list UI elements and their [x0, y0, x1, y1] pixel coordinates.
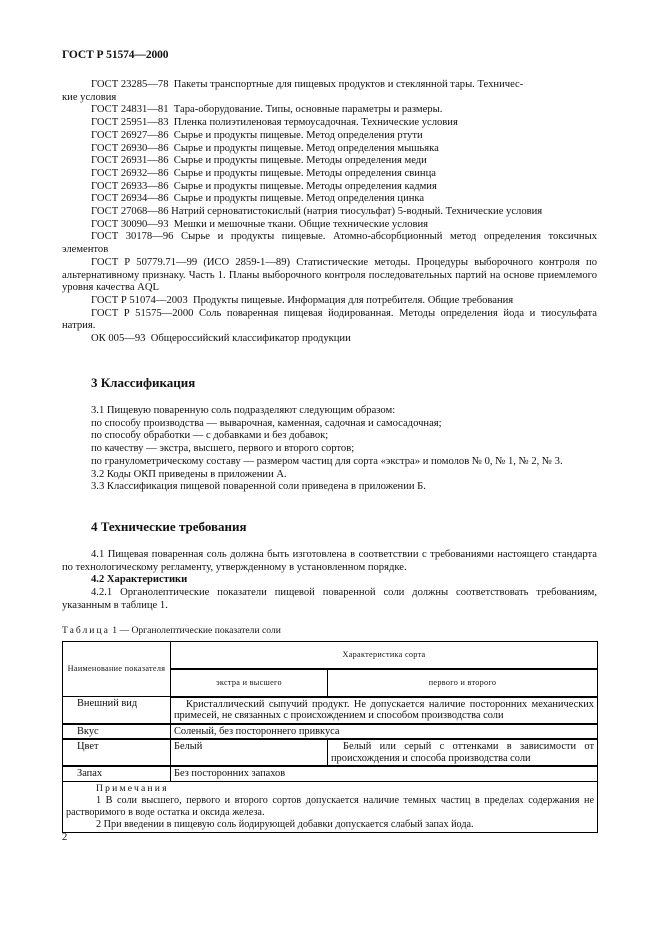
organoleptic-table: [62, 641, 598, 833]
reference-item: ГОСТ 26934—86 Сырье и продукты пищевые. Метод определения цинка: [91, 193, 425, 205]
row-name: Вкус: [63, 724, 171, 740]
reference-item: ГОСТ Р 50779.71—99 (ИСО 2859-1—89) Статистические методы. Процедуры выборочного контроля по альтернативному признаку. Часть 1. Планы выборочного контроля последовательных партий на основе приемлемого уровня качества AQL: [62, 256, 598, 294]
row-value: Без посторонних запахов: [171, 766, 598, 781]
clause-4-1: 4.1 Пищевая поваренная соль должна быть изготовлена в соответствии с требованиями настоящего стандарта по технологическому регламенту, утвержденному в установленном порядке.: [62, 549, 597, 573]
classification-item: по качеству — экстра, высшего, первого и второго сортов;: [91, 443, 355, 455]
clause-4-2-heading: 4.2 Характеристики: [91, 574, 188, 586]
clause-4-2-1: 4.2.1 Органолептические показатели пищевой поваренной соли должны соответствовать требованиям, указанным в таблице 1.: [62, 587, 597, 611]
reference-item: ГОСТ 23285—78 Пакеты транспортные для пищевых продуктов и стеклянной тары. Техничес-: [91, 79, 524, 90]
reference-item: ГОСТ 26931—86 Сырье и продукты пищевые. Методы определения меди: [91, 155, 427, 167]
row-name: Запах: [63, 766, 171, 781]
note-item: 2 При введении в пищевую соль йодирующей добавки допускается слабый запах йода.: [96, 818, 474, 830]
clause-3-1: 3.1 Пищевую поваренную соль подразделяют следующим образом:: [91, 405, 396, 416]
clause-3-3: 3.3 Классификация пищевой поваренной соли приведена в приложении Б.: [91, 481, 426, 493]
reference-item: ГОСТ Р 51575—2000 Соль поваренная пищевая йодированная. Методы определения йода и тиосульфата натрия.: [62, 307, 597, 332]
reference-item: ГОСТ 25951—83 Пленка полиэтиленовая термоусадочная. Технические условия: [91, 117, 458, 129]
row-value: Соленый, без постороннего привкуса: [171, 724, 598, 740]
header-grade-group: Характеристика сорта: [171, 642, 598, 670]
reference-item: ГОСТ 24831—81 Тара-оборудование. Типы, основные параметры и размеры.: [91, 104, 443, 116]
row-name: Цвет: [63, 739, 171, 766]
note-item: 1 В соли высшего, первого и второго сортов допускается наличие темных частиц в пределах содержания не растворимого в воде остатка и оксида железа.: [66, 794, 594, 818]
table-header-row: [63, 642, 598, 670]
reference-item: ГОСТ 26927—86 Сырье и продукты пищевые. Метод определения ртути: [91, 129, 423, 141]
reference-item: ГОСТ 30090—93 Мешки и мешочные ткани. Общие технические условия: [91, 218, 429, 230]
table-notes: [63, 781, 598, 832]
section-4-heading: 4 Технические требования: [91, 519, 247, 534]
header-first-second: первого и второго: [328, 669, 598, 696]
classification-item: по способу обработки — с добавками и без добавок;: [91, 430, 329, 442]
reference-item: ГОСТ 27068—86 Натрий серноватистокислый (натрия тиосульфат) 5-водный. Технические условия: [91, 206, 543, 218]
document-header-id: ГОСТ Р 51574—2000: [62, 49, 169, 61]
header-indicator-name: Наименование показателя: [63, 642, 171, 697]
row-name: Внешний вид: [63, 697, 171, 724]
table-1-caption: Таблица 1 — Органолептические показатели соли: [62, 625, 281, 636]
section-3-heading: 3 Классификация: [91, 375, 196, 390]
row-value: Кристаллический сыпучий продукт. Не допускается наличие посторонних механических примесей, не связанных с происхождением и способом производства соли: [171, 697, 598, 724]
page-number: 2: [62, 832, 68, 843]
table-notes-row: [63, 781, 598, 832]
references-list: [62, 79, 597, 346]
reference-item: ГОСТ Р 51074—2003 Продукты пищевые. Информация для потребителя. Общие требования: [91, 294, 514, 306]
clause-3-2: 3.2 Коды ОКП приведены в приложении А.: [91, 468, 287, 480]
row-value-first-second: Белый или серый с оттенками в зависимости от происхождения и способа производства соли: [328, 739, 598, 766]
reference-item: ГОСТ 26930—86 Сырье и продукты пищевые. Метод определения мышьяка: [91, 142, 439, 154]
classification-item: по гранулометрическому составу — размером частиц для сорта «экстра» и помолов № 0, № 1, № 2, № 3.: [91, 455, 563, 467]
reference-item: ГОСТ 30178—96 Сырье и продукты пищевые. Атомно-абсорбционный метод определения токсичных элементов: [62, 231, 597, 256]
table-row: [63, 724, 598, 740]
reference-item: ГОСТ 26932—86 Сырье и продукты пищевые. Методы определения свинца: [91, 167, 436, 179]
row-value-extra-higher: Белый: [171, 739, 328, 766]
reference-item: ОК 005—93 Общероссийский классификатор продукции: [91, 333, 351, 345]
header-extra-higher: экстра и высшего: [171, 669, 328, 696]
section-3-body: [62, 405, 597, 494]
notes-title: Примечания: [96, 782, 169, 794]
section-4-body: [62, 549, 597, 613]
classification-item: по способу производства — выварочная, каменная, садочная и самосадочная;: [91, 417, 442, 429]
reference-item-cont: кие условия: [62, 91, 117, 103]
table-row: [63, 766, 598, 781]
reference-item: ГОСТ 26933—86 Сырье и продукты пищевые. Методы определения кадмия: [91, 180, 437, 192]
table-row: [63, 697, 598, 724]
table-row: [63, 739, 598, 766]
